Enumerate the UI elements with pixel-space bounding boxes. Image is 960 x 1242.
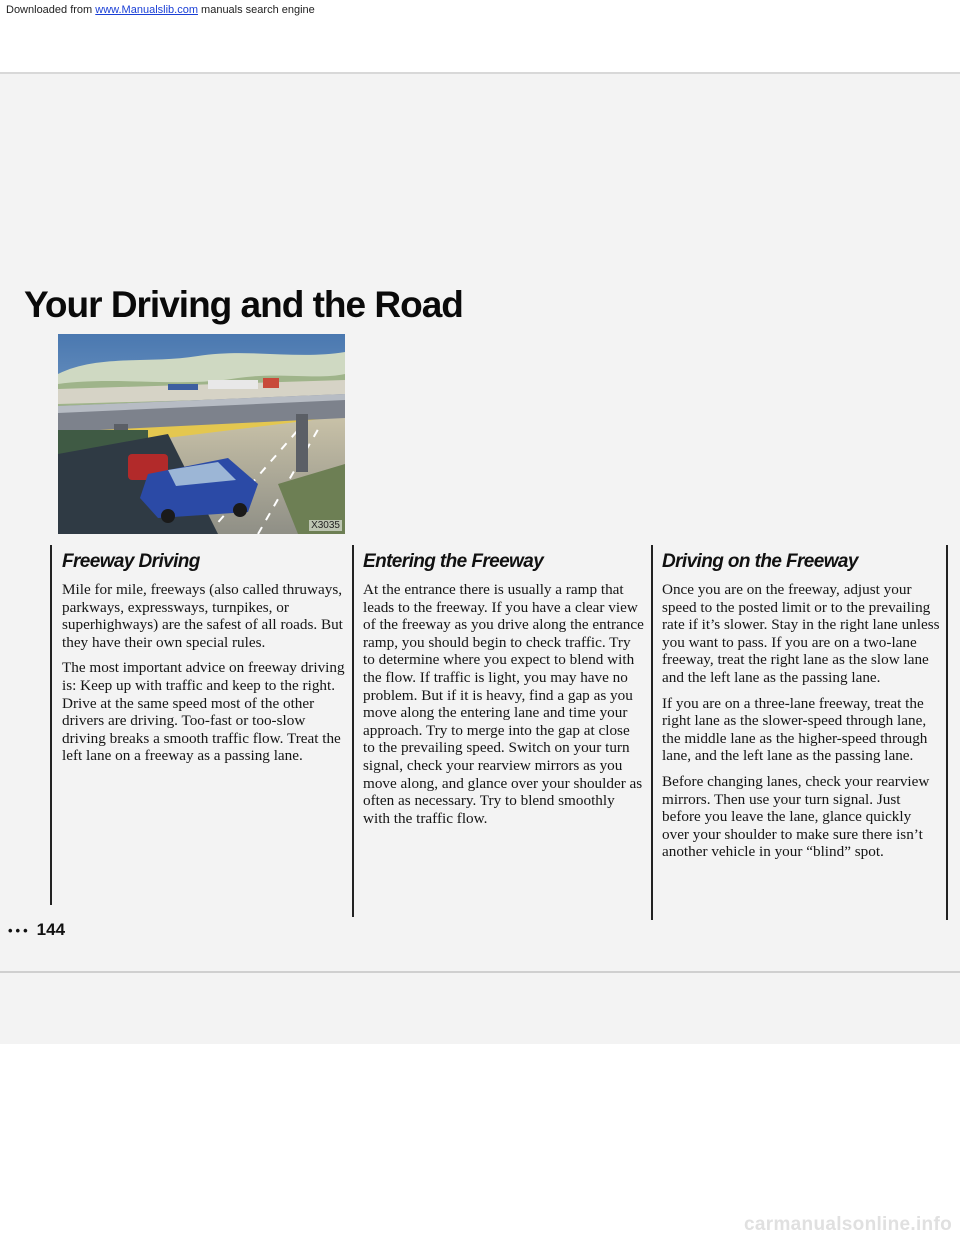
page-number [8,920,65,940]
page-number-dots: ••• [8,923,31,938]
heading-driving-on-freeway: Driving on the Freeway [662,551,858,572]
source-suffix: manuals search engine [197,4,315,16]
download-source-note [6,4,315,16]
illustration-code: X3035 [311,520,340,531]
column-divider [50,545,52,905]
column-divider [946,545,948,920]
page-number-value: 144 [36,920,66,939]
source-prefix: Downloaded from [6,4,96,16]
column-divider [651,545,653,920]
section-title: Your Driving and the Road [24,284,463,325]
freeway-scene-image [58,334,345,534]
paragraph: If you are on a three-lane freeway, treat the right lane as the slower-speed through lane, the middle lane as the higher-speed through lane, and the left lane as the passing lane. [662,694,928,765]
watermark: carmanualsonline.info [744,1214,952,1235]
column-freeway-driving [62,551,347,773]
top-divider [0,72,960,74]
paragraph: The most important advice on freeway driving is: Keep up with traffic and keep to the right. Drive at the same speed most of the other drivers are driving. Too-fast or too-slow driving breaks a smooth traffic flow. Treat the left lane on a freeway as a passing lane. [62,659,345,765]
paragraph: Once you are on the freeway, adjust your speed to the posted limit or to the prevailing rate if it’s slower. Stay in the right lane unless you want to pass. If you are on a two-lane freeway, treat the right lane as the slow lane and the left lane as the passing lane. [662,581,940,686]
paragraph: Mile for mile, freeways (also called thruways, parkways, expressways, turnpikes, or superhighways) are the safest of all roads. But they have their own special rules. [62,581,343,651]
paragraph: At the entrance there is usually a ramp that leads to the freeway. If you have a clear view of the freeway as you drive along the entrance ramp, you should begin to check traffic. Try to determine where you expect to blend with the flow. If traffic is light, you may have no problem. But if it is heavy, find a gap as you move along the entering lane and time your approach. Try to merge into the gap at close to the prevailing speed. Switch on your turn signal, check your rearview mirrors as you move along, and glance over your shoulder as often as necessary. Try to blend smoothly with the traffic flow. [363,581,644,827]
heading-entering-freeway: Entering the Freeway [363,551,544,572]
column-driving-on-freeway [662,551,940,869]
manualslib-link[interactable]: www.Manualslib.com [95,4,198,16]
column-entering-freeway [363,551,645,835]
heading-freeway-driving: Freeway Driving [62,551,200,572]
bottom-divider [0,971,960,973]
paragraph: Before changing lanes, check your rearview mirrors. Then use your turn signal. Just before you leave the lane, glance quickly over your shoulder to make sure there isn’t another vehicle in your “blind” spot. [662,772,930,861]
freeway-illustration [58,334,345,534]
column-divider [352,545,354,917]
